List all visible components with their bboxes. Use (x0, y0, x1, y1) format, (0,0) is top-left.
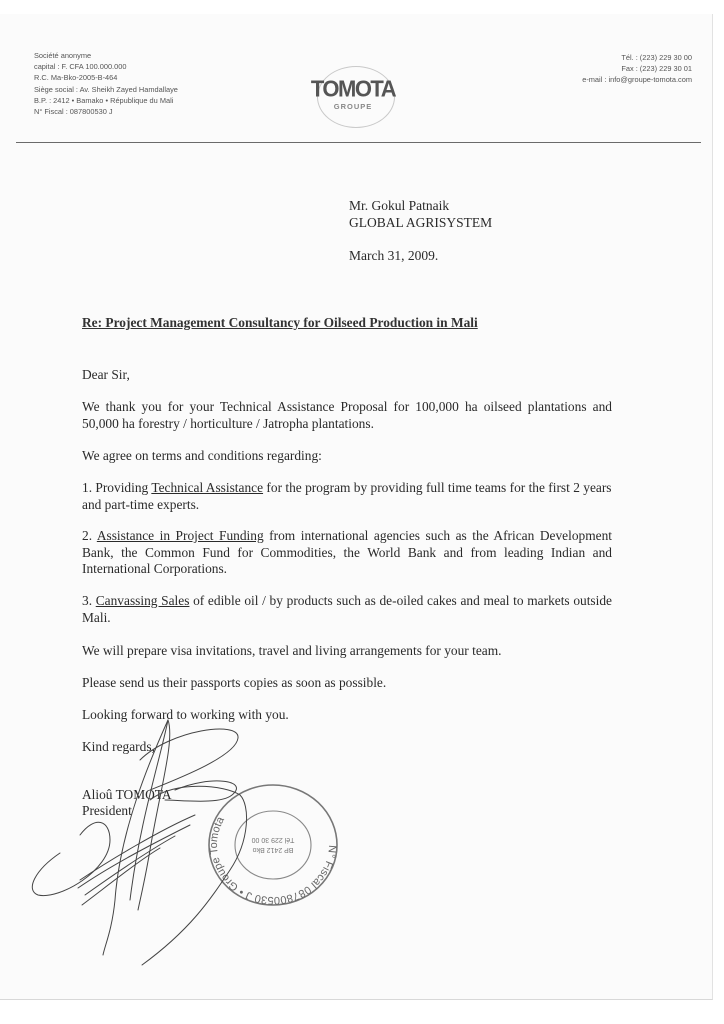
subject-line: Re: Project Management Consultancy for Oilseed Production in Mali (82, 315, 478, 330)
closing-paragraph: Looking forward to working with you. (82, 707, 289, 722)
passports-paragraph: Please send us their passports copies as soon as possible. (82, 675, 387, 690)
recipient-company: GLOBAL AGRISYSTEM (349, 215, 493, 230)
item-2-number: 2. (82, 528, 97, 543)
intro-paragraph: We thank you for your Technical Assistance Proposal for 100,000 ha oilseed plantations and 50,000 ha forestry / horticulture / Jatropha plantations. (82, 399, 612, 431)
company-info-line: capital : F. CFA 100.000.000 (34, 62, 127, 72)
salutation: Dear Sir, (82, 367, 130, 382)
company-info-line: Siège social : Av. Sheikh Zayed Hamdallaye (34, 84, 178, 94)
item-3 (82, 593, 612, 626)
item-1-number: 1. (82, 480, 96, 495)
stamp-outer-text: N° Fiscal 087800530 J • Groupe Tomota (207, 814, 339, 907)
contact-fax: Fax : (223) 229 30 01 (621, 64, 692, 74)
contact-email: e-mail : info@groupe-tomota.com (582, 75, 692, 85)
recipient-block (349, 197, 492, 231)
letter-date: March 31, 2009. (349, 248, 439, 263)
stamp-inner-line1: BP 2412 Bko (252, 846, 294, 853)
item-3-text: of edible oil / by products such as de-oiled cakes and meal to markets outside Mali. (82, 593, 612, 625)
item-2 (82, 528, 612, 578)
header-divider (16, 142, 701, 143)
company-info-line: N° Fiscal : 087800530 J (34, 107, 113, 117)
company-info-line: B.P. : 2412 • Bamako • République du Mali (34, 95, 174, 105)
item-3-number: 3. (82, 593, 96, 608)
item-1 (82, 480, 612, 513)
item-1-text: for the program by providing full time teams for the first 2 years and part-time experts. (82, 480, 612, 512)
company-info-line: Société anonyme (34, 51, 92, 60)
contact-tel: Tél. : (223) 229 30 00 (621, 53, 692, 62)
item-2-text: from international agencies such as the African Development Bank, the Common Fund for Commodities, the World Bank and from leading Indian and International Corporations. (82, 528, 612, 577)
company-info-line: R.C. Ma-Bko-2005-B-464 (34, 73, 118, 83)
logo-sub: GROUPE (333, 102, 373, 111)
stamp-inner-line2: Tél 229 30 00 (251, 836, 295, 843)
item-1-pre: Providing (95, 480, 152, 495)
item-1-title: Technical Assistance (151, 480, 264, 495)
logo-name: TOMOTA (310, 75, 396, 102)
agree-paragraph: We agree on terms and conditions regarding: (82, 448, 322, 463)
tomota-logo (297, 66, 409, 124)
company-info (34, 50, 178, 117)
kind-regards: Kind regards, (82, 739, 155, 754)
signer-title: President (82, 803, 132, 818)
visa-paragraph: We will prepare visa invitations, travel and living arrangements for your team. (82, 643, 502, 658)
stamp-inner-ring-icon (235, 811, 311, 879)
company-stamp (203, 780, 343, 910)
item-2-title: Assistance in Project Funding (96, 528, 264, 543)
contact-info (582, 52, 692, 86)
item-3-title: Canvassing Sales (95, 593, 190, 608)
signer-name: Alioû TOMOTA (82, 787, 172, 802)
recipient-name: Mr. Gokul Patnaik (349, 198, 450, 213)
